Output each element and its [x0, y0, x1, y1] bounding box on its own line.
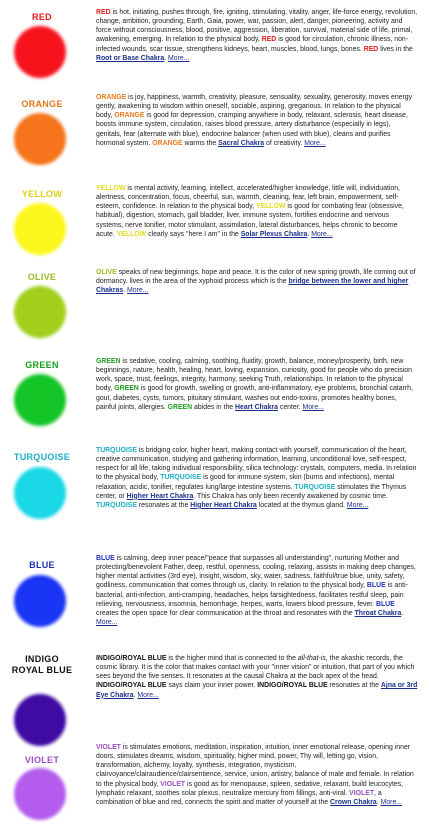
color-name: GREEN [25, 360, 59, 370]
color-keyword: VIOLET [160, 780, 186, 788]
color-description [96, 654, 418, 700]
color-description [96, 357, 418, 412]
color-keyword: TURQUOISE [160, 474, 202, 482]
emphasis-text: all-that-is [297, 655, 326, 662]
color-swatch-circle [14, 694, 66, 746]
color-keyword: TURQUOISE [294, 483, 336, 491]
color-keyword: ORANGE [114, 112, 145, 120]
color-keyword: RED [363, 45, 379, 53]
more-link[interactable]: More... [311, 230, 333, 238]
color-name: INDIGO ROYAL BLUE [11, 654, 73, 675]
body-text: is good for immune system, skin (burns and infections), mental relaxation, acidic, tonifier, regulates lung/large intestine systems. [96, 474, 395, 491]
more-link[interactable]: More... [346, 501, 369, 509]
color-label-column [0, 446, 84, 463]
body-text: stimulates the Thymus center, or [96, 483, 407, 500]
color-description [96, 184, 418, 239]
color-keyword: OLIVE [96, 269, 117, 276]
chakra-link[interactable]: Heart Chakra [235, 403, 278, 411]
color-keyword: INDIGO/ROYAL BLUE [96, 682, 167, 690]
body-text: center. [277, 403, 303, 411]
body-text: is joy, happiness, warmth, creativity, pleasure, sensuality, sexuality, generosity, moves energy gently, awakening to wisdom within oneself, sociable, aspiring, gregarious. In relation to the physical body, [96, 94, 413, 120]
color-label-column [0, 93, 84, 110]
more-link[interactable]: More... [168, 54, 190, 62]
color-keyword: VIOLET [96, 744, 121, 751]
chakra-link[interactable]: Higher Heart Chakra [126, 492, 194, 500]
body-text: , a combination of blue and red, connects the spirit and matter of yourself at the [96, 789, 382, 806]
body-text: is good for circulation, chronic illness, non-infected wounds, scar tissue, strengthens kidneys, heart, muscles, blood, lungs, bones. [96, 36, 409, 53]
color-keyword: BLUE [96, 555, 115, 562]
color-name: VIOLET [24, 755, 60, 765]
more-link[interactable]: More... [96, 619, 118, 627]
color-keyword: INDIGO/ROYAL BLUE [257, 682, 328, 690]
color-keyword: RED [261, 36, 277, 44]
color-description [96, 554, 418, 627]
body-text: is good as for menopause, spleen, sedative, relaxant, build leucocytes, lymphatic relaxant, soothes solar plexus, neutralize mercury from fillings, anti-viral. [96, 780, 404, 797]
body-text: abides in the [192, 403, 236, 411]
color-swatch-circle [14, 26, 66, 78]
body-text: creates the open space for clear communication at the throat and resonates with the [96, 609, 355, 617]
body-text: is good for growth, swelling or growth, anti-inflammatory, eye problems, bronchial catarrh, gout, diabetes, cysts, tumors, pituitary stimulant, washes out endo-toxins, promotes healthy bones, painful joints, allergies. [96, 385, 413, 411]
chakra-link[interactable]: Ajna or 3rd Eye Chakra [96, 682, 418, 699]
body-text: is sedative, cooling, calming, soothing, fluidity, growth, balance, money/prosperity, birth, new beginnings, nature, health, healing, heart, loving, expansion, curiosity, good for people who do precision work, space, trust, feelings, integrity, harmony, seeking Truth, relationships. In relation to the physical body, [96, 358, 412, 393]
body-text: clearly says "here I am" in the [146, 230, 241, 238]
color-label-column [0, 184, 84, 200]
color-swatch-circle [14, 575, 66, 627]
color-keyword: ORANGE [152, 139, 183, 147]
color-description [96, 268, 418, 295]
body-text: . [164, 54, 169, 62]
color-keyword: ORANGE [96, 94, 127, 101]
color-keyword: YELLOW [255, 203, 286, 211]
body-text: is calming, deep inner peace/"peace that surpasses all understanding", nurturing Mother and protecting/benevolent Father, deep, restful, openness, cooling, relaxing, assists in making deep changes, higher mental activities (3rd eye), insight, wisdom, sky, water, sadness, faithful/true blue, unity, safety, godliness, communication that comes through us, clarity. In relation to the physical body, [96, 555, 416, 590]
body-text: lives in the [378, 45, 413, 53]
color-label-column [0, 554, 84, 571]
color-swatch-circle [14, 203, 66, 255]
color-label-column [0, 743, 84, 766]
color-description [96, 8, 418, 63]
color-name: BLUE [29, 560, 55, 570]
body-text: says claim your inner power. [166, 682, 258, 690]
more-link[interactable]: More... [127, 287, 149, 295]
body-text: is good for depression, cramping anywhere in body, relaxant, sclerosis, heart disease, boosts immune system, circulation, raises blood pressure, artery disturbance (especially in legs), genitals, fear (alternate with blue), endocrine balancer (when used with blue), cleans and purifies hormonal system. [96, 112, 408, 147]
color-name: TURQUOISE [13, 452, 71, 462]
color-keyword: YELLOW [96, 185, 126, 192]
color-keyword: TURQUOISE [96, 447, 137, 454]
body-text: is stimulates emotions, meditation, inspiration, intuition, inner emotional release, opening inner doors, stimulates dreams, wisdom, spirituality, higher mind, power, Thy will, letting go, vision, transformation, alchemy, loyalty, synthesis, integration, mysticism, clairvoyance/clairaudience/clairsentience, service, union, artistry, balance of male and female. In relation to the physical body, [96, 744, 414, 788]
body-text: located at the thymus gland. [256, 501, 347, 509]
chakra-link[interactable]: Sacral Chakra [218, 139, 265, 147]
body-text: . [123, 287, 128, 295]
color-swatch-circle [14, 286, 66, 338]
chakra-link[interactable]: Crown Chakra [330, 798, 377, 806]
color-keyword: YELLOW [116, 230, 147, 238]
color-name: OLIVE [27, 272, 57, 282]
color-description [96, 743, 418, 807]
color-keyword: BLUE [375, 600, 395, 608]
body-text: is bridging color, higher heart, making contact with yourself, communication of the heart, creative communication, studying and gathering information, learning, unconditional love, self-respect, respect for all life, taking individual responsibility, silica technology: crystals, computers, media. In relation to the physical body, [96, 447, 417, 482]
more-link[interactable]: More... [304, 139, 326, 147]
body-text: is mental activity, learning, intellect, accelerated/higher knowledge, little will, individuation, alertness, concentration, focus, cheerful, sun, warmth, cleaning, fear, left brain, empowerment, self-esteem, confidence. In relation to the physical body, [96, 185, 400, 211]
body-text: is the higher mind that is connected to the [166, 655, 298, 662]
body-text: is anti-bacterial, anti-infection, anti-cramping, headaches, helps farsightedness, facilitates restful sleep, pain relieving, nervousness, insomnia, hemorrhage, herpes, warts, lowers blood pressure, fever. [96, 582, 408, 608]
color-label-column [0, 357, 84, 371]
chakra-link[interactable]: Root or Base Chakra [96, 54, 165, 62]
body-text: of creativity. [264, 139, 305, 147]
chakra-link[interactable]: Solar Plexus Chakra [240, 230, 308, 238]
color-swatch-circle [14, 768, 66, 820]
chakra-link[interactable]: Higher Heart Chakra [190, 501, 257, 509]
more-link[interactable]: More... [380, 798, 403, 806]
body-text: is good for combating fear (obsessive, habitual), digestion, stomach, gall bladder, liver, immune system, fortifies endocrine and nervous systems, nerve tonifier, motor stimulant, assimilation, lateral disturbances, helps chronic to become acute. [96, 203, 404, 238]
body-text: , the akashic records, the cosmic library. It is the color that makes contact with your "inner vision" or intuition, that part of you which sees beyond the five senses. It resonates at the causal Chakra at the back apex of the head. [96, 655, 415, 681]
color-swatch-circle [14, 374, 66, 426]
color-label-column [0, 8, 84, 23]
color-keyword: TURQUOISE [96, 501, 137, 509]
color-keyword: GREEN [114, 385, 139, 393]
body-text: resonates at the [327, 682, 381, 690]
body-text: . [401, 609, 404, 617]
body-text: is hot, initiating, pushes through, fire, igniting, stimulating, vitality, anger, life-force energy, revolution, change, ambition, grounding, Earth, Gaia, power, war, passion, alert, danger, pioneering, activity and force without consciousness, blood, positive, aggression, liberation, survival, material side of life, primal, awakening, emerging. In relation to the physical body, [96, 9, 418, 44]
body-text: warms the [182, 139, 219, 147]
color-name: YELLOW [21, 189, 63, 199]
chakra-link[interactable]: Throat Chakra [354, 609, 402, 617]
color-description [96, 446, 418, 510]
color-name: RED [32, 12, 52, 22]
body-text: speaks of new beginnings, hope and peace. It is the color of new spring growth, life coming out of dormancy. lives in the area of the xyphoid process which is the [96, 269, 416, 286]
color-swatch-circle [14, 467, 66, 519]
body-text: . [376, 798, 381, 806]
color-swatch-circle [14, 113, 66, 165]
body-text: resonates at the [136, 501, 191, 509]
body-text: . [307, 230, 312, 238]
color-name: ORANGE [21, 99, 63, 109]
body-text: . [133, 691, 138, 699]
chakra-link[interactable]: bridge between the lower and higher Chakras [96, 278, 409, 295]
color-description [96, 93, 418, 148]
color-keyword: BLUE [366, 582, 386, 590]
more-link[interactable]: More... [302, 403, 324, 411]
more-link[interactable]: More... [137, 691, 159, 699]
color-keyword: INDIGO/ROYAL BLUE [96, 655, 167, 662]
color-label-column [0, 268, 84, 283]
color-keyword: GREEN [167, 403, 193, 411]
body-text: . This Chakra has only been recently awakened by cosmic time. [193, 492, 388, 500]
color-keyword: VIOLET [349, 789, 375, 797]
color-keyword: RED [96, 9, 111, 16]
color-label-column [0, 654, 84, 676]
color-keyword: GREEN [96, 358, 121, 365]
